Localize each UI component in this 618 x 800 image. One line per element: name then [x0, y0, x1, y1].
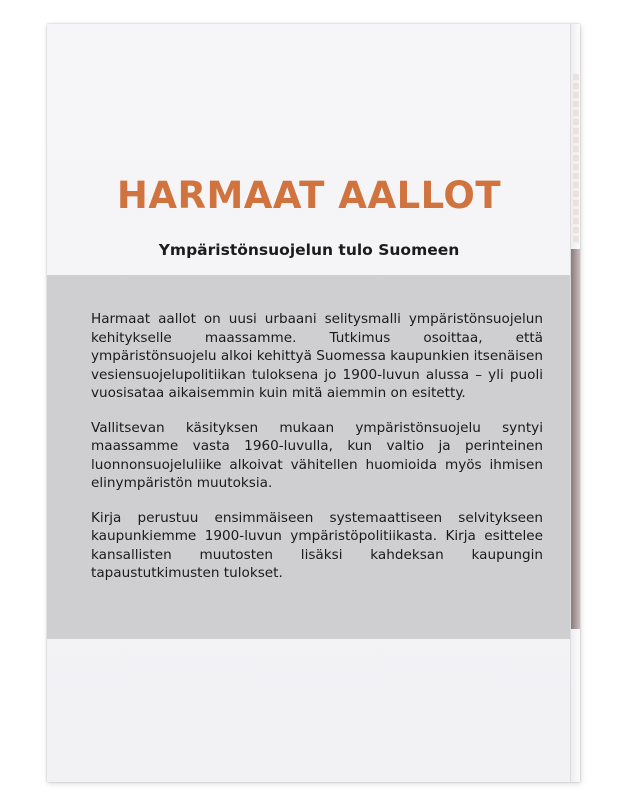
blurb-paragraph: Kirja perustuu ensimmäiseen systemaattiseen selvitykseen kaupunkiemme 1900-luvun ympäristöpolitiikasta. Kirja esittelee kansallisten muutosten lisäksi kahdeksan kaupungin tapaustutkimusten tulokset.: [91, 509, 543, 581]
blurb-paragraph: Harmaat aallot on uusi urbaani selitysmalli ympäristönsuojelun kehitykselle maassamme. Tutkimus osoittaa, että ympäristönsuojelu alkoi kehittyä Suomessa kaupunkien itsenäisen vesiensuojelupolitiikan tuloksena jo 1900-luvun alussa – yli puoli vuosisataa aikaisemmin kuin mitä aiemmin on esitetty.: [91, 311, 543, 401]
spine-color-band: [571, 249, 580, 629]
book-spine: [570, 24, 580, 782]
book-back-cover: [47, 24, 580, 782]
cover-panel: [47, 24, 571, 782]
book-subtitle: Ympäristönsuojelun tulo Suomeen: [158, 241, 460, 259]
blurb-paragraph: Vallitsevan käsityksen mukaan ympäristönsuojelu syntyi maassamme vasta 1960-luvulla, kun valtio ja perinteinen luonnonsuojeluliike alkoivat vähitellen huomioida myös ihmisen elinympäristön muutoksia.: [91, 419, 543, 491]
book-title: HARMAAT AALLOT: [116, 174, 502, 217]
blurb-text: [91, 310, 543, 599]
spine-lettering: [573, 74, 579, 244]
